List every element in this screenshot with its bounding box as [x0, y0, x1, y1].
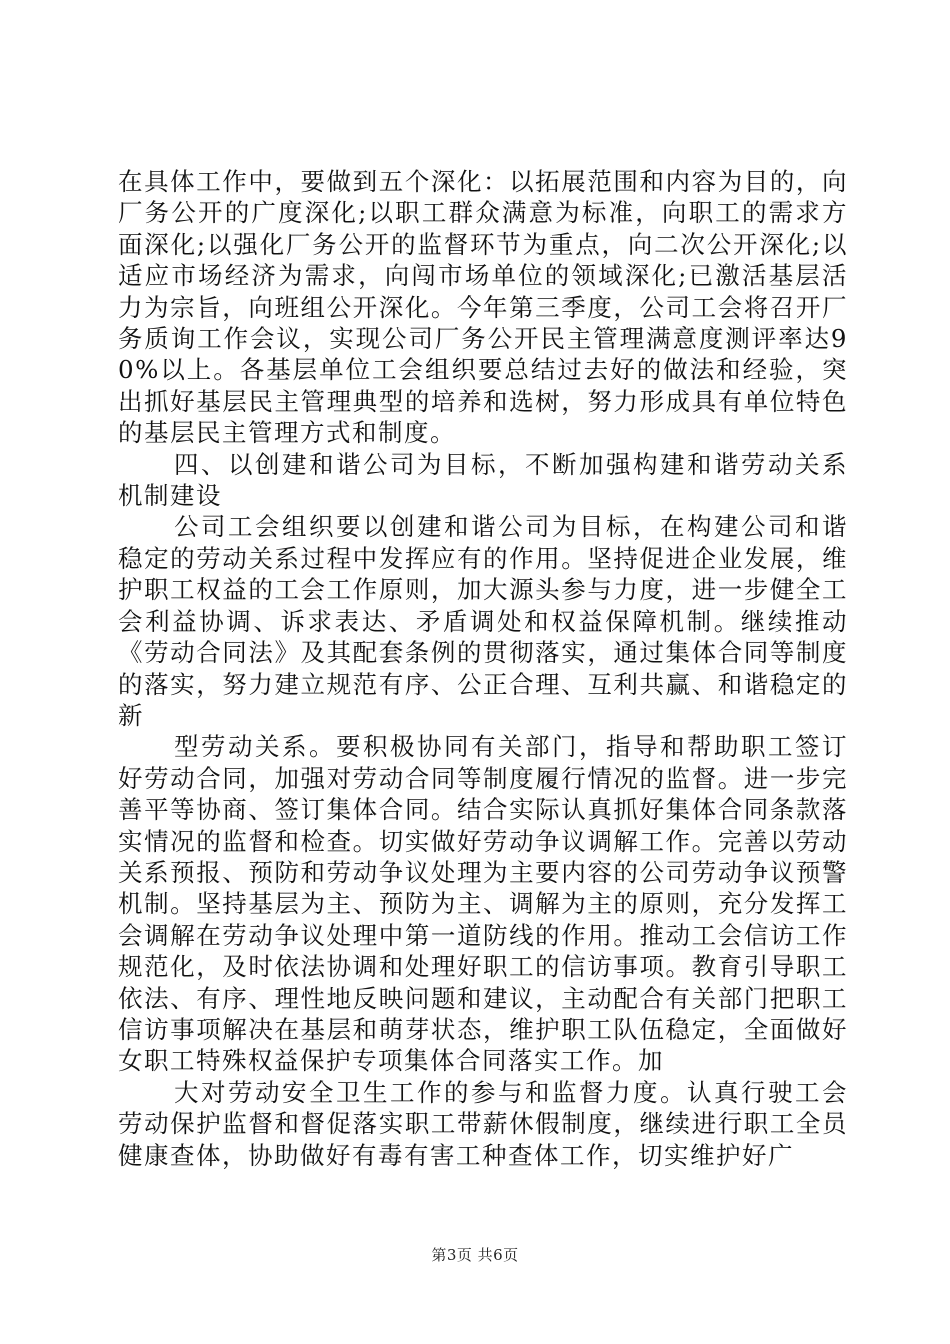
- paragraph-4: 型劳动关系。要积极协同有关部门，指导和帮助职工签订好劳动合同，加强对劳动合同等制度履行情况的监督。进一步完善平等协商、签订集体合同。结合实际认真抓好集体合同条款落实情况的监督和检查。切实做好劳动争议调解工作。完善以劳动关系预报、预防和劳动争议处理为主要内容的公司劳动争议预警机制。坚持基层为主、预防为主、调解为主的原则，充分发挥工会调解在劳动争议处理中第一道防线的作用。推动工会信访工作规范化，及时依法协调和处理好职工的信访事项。教育引导职工依法、有序、理性地反映问题和建议，主动配合有关部门把职工信访事项解决在基层和萌芽状态，维护职工队伍稳定，全面做好女职工特殊权益保护专项集体合同落实工作。加: [118, 732, 848, 1076]
- paragraph-1: 在具体工作中，要做到五个深化：以拓展范围和内容为目的，向厂务公开的广度深化;以职工群众满意为标准，向职工的需求方面深化;以强化厂务公开的监督环节为重点，向二次公开深化;以适应市场经济为需求，向闯市场单位的领域深化;已激活基层活力为宗旨，向班组公开深化。今年第三季度，公司工会将召开厂务质询工作会议，实现公司厂务公开民主管理满意度测评率达90%以上。各基层单位工会组织要总结过去好的做法和经验，突出抓好基层民主管理典型的培养和选树，努力形成具有单位特色的基层民主管理方式和制度。: [118, 167, 848, 448]
- paragraph-5: 大对劳动安全卫生工作的参与和监督力度。认真行驶工会劳动保护监督和督促落实职工带薪休假制度，继续进行职工全员健康查体，协助做好有毒有害工种查体工作，切实维护好广: [118, 1077, 848, 1170]
- page-footer: [0, 1244, 950, 1265]
- page-number-label: 第3页 共6页: [431, 1246, 519, 1264]
- paragraph-3: 公司工会组织要以创建和谐公司为目标，在构建公司和谐稳定的劳动关系过程中发挥应有的作用。坚持促进企业发展，维护职工权益的工会工作原则，加大源头参与力度，进一步健全工会利益协调、诉求表达、矛盾调处和权益保障机制。继续推动《劳动合同法》及其配套条例的贯彻落实，通过集体合同等制度的落实，努力建立规范有序、公正合理、互利共赢、和谐稳定的新: [118, 512, 848, 730]
- document-body: [118, 166, 848, 1171]
- section-heading-4: 四、以创建和谐公司为目标，不断加强构建和谐劳动关系机制建设: [118, 449, 848, 511]
